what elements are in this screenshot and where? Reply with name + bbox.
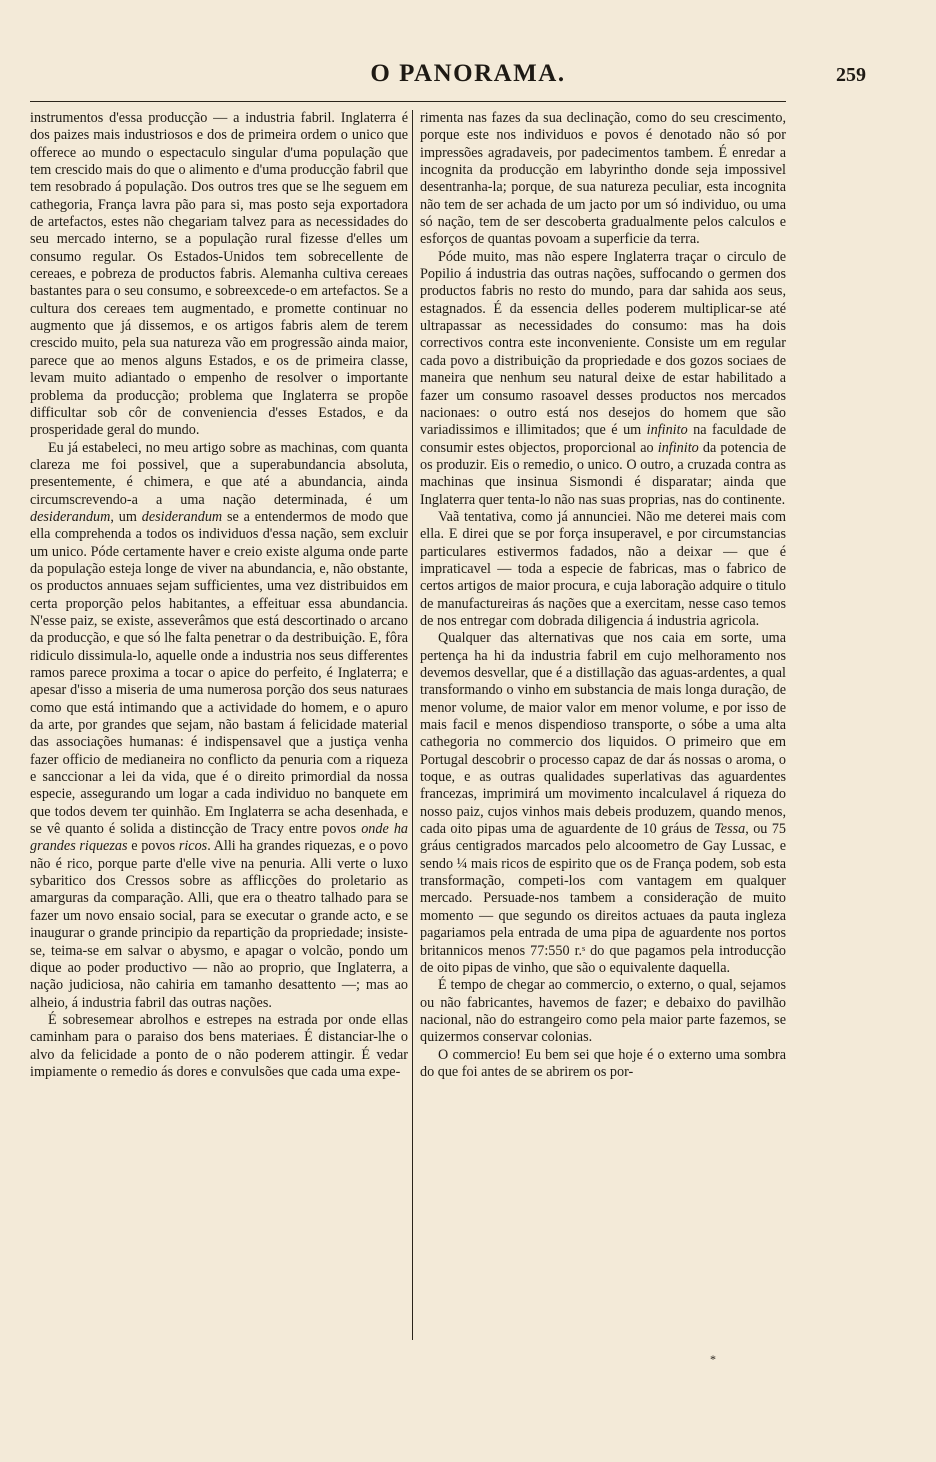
paragraph: Eu já estabeleci, no meu artigo sobre as machinas, com quanta clareza me foi possivel, que a superabundancia absoluta, presentemente, é chimera, e que até a abundancia, ainda circumscrevendo-a a uma nação determinada, é um desiderandum, um desiderandum se a entendermos de modo que ella comprehenda a todos os individuos d'essa nação, sem excluir um unico. Póde certamente haver e creio existe alguma onde parte da população esteja longe de viver na abundancia, e, não obstante, os productos annuaes sejam sufficientes, uma vez distribuidos em certa proporção pelos habitantes, a effeituar essa abundancia. N'esse paiz, se existe, asseverâmos que está descortinado o arcano da producção, e que só lhe falta penetrar o da destribuição. E, fôra ridiculo dissimula-lo, aquelle onde a industria nos seus differentes ramos parece proxima a tocar o apice do perfeito, é Inglaterra; e apesar d'isso a miseria de uma numerosa porção dos seus naturaes como que está intimando que a actividade do homem, e o apuro da arte, por grandes que sejam, não bastam á felicidade material das associações humanas: é indispensavel que a justiça venha fazer officio de medianeira no conflicto da penuria com a riqueza e sanccionar a lei da vida, que é o direito primordial da nossa especie, assegurando um logar a cada individuo no banquete em que todos devem ter quinhão. Em Inglaterra se acha desenhada, e se vê quanto é solida a distincção de Tracy entre povos onde ha grandes riquezas e povos ricos. Alli ha grandes riquezas, e o povo não é rico, porque parte d'elle vive na penuria. Alli verte o luxo sybaritico dos Cressos sobre as afflicções do proletario as amarguras da comparação. Alli, que era o theatro talhado para se fazer um novo ensaio social, para se executar o grande acto, e se inaugurar o grande principio da repartição da propriedade; insiste-se, teima-se em salvar o abysmo, e apagar o volcão, pondo um dique ao poder productivo — não ao proprio, que Inglaterra, a nação judiciosa, não cahiria em tamanho desattento —; mas ao alheio, á industria fabril das outras nações. bbox=[30, 439, 409, 1011]
paragraph: É sobresemear abrolhos e estrepes na estrada por onde ellas caminham para o paraiso dos bens materiaes. É distanciar-lhe o alvo da felicidade a ponto de o não poderem attingir. É vedar impiamente o remedio ás dores e convulsões que cada uma expe- bbox=[30, 1011, 408, 1080]
page-header bbox=[30, 60, 906, 100]
paragraph: Qualquer das alternativas que nos caia em sorte, uma pertença ha hi da industria fabril em cujo melhoramento nos devemos desvellar, que é a distillação das aguas-ardentes, a qual transformando o vinho em substancia de mais longa duração, de menor volume, de maior valor em menor volume, e por isso de mais facil e menos dispendioso transporte, o sóbe a uma alta cathegoria no commercio dos liquidos. O primeiro que em Portugal descobrir o processo capaz de dar ás nossas o aroma, o toque, e as outras qualidades superlativas das aguardentes francezas, imprimirá um movimento incalculavel á riqueza do nosso paiz, cujos vinhos mais debeis produzem, quando menos, cada oito pipas uma de aguardente de 10 gráus de Tessa, ou 75 gráus centigrados marcados pelo alcoometro de Gay Lussac, e sendo ¼ mais ricos de espirito que os de França podem, sob esta transformação, competi-los com vantagem em qualquer mercado. Persuade-nos tambem a consideração de muito momento — que segundo os direitos actuaes da pauta ingleza pagariamos pela entrada de uma pipa de aguardente nos portos britannicos menos 77:550 r.ˢ do que pagamos pela introducção de oito pipas de vinho, que são o equivalente daquella. bbox=[420, 630, 787, 976]
column-divider bbox=[412, 110, 413, 1340]
header-rule bbox=[30, 101, 786, 102]
paragraph: Vaã tentativa, como já annunciei. Não me deterei mais com ella. E direi que se por força insuperavel, e por circumstancias particulares estivermos fadados, não a deixar — que é impraticavel — toda a especie de fabricas, mas o fabrico de certos artigos de maior procura, e cuja laboração adquire o titulo de manufactureiras ás nações que a exercitam, nesse caso temos de nos entregar com dobrada diligencia á industria agricola. bbox=[420, 508, 786, 629]
signature-mark: * bbox=[710, 1352, 716, 1366]
paragraph: É tempo de chegar ao commercio, o externo, o qual, sejamos ou não fabricantes, havemos de fazer; e debaixo do pavilhão nacional, não do estrangeiro como pela maior parte fazemos, se quizermos conservar colonias. bbox=[420, 977, 786, 1046]
right-column bbox=[420, 110, 786, 1081]
page-title: O PANORAMA. bbox=[370, 60, 566, 87]
left-column bbox=[30, 110, 408, 1081]
paragraph: O commercio! Eu bem sei que hoje é o externo uma sombra do que foi antes de se abrirem os por- bbox=[420, 1046, 786, 1080]
paragraph: instrumentos d'essa producção — a industria fabril. Inglaterra é dos paizes mais industriosos e dos de primeira ordem o unico que offerece ao mundo o espectaculo singular d'uma população que tem crescido mais do que o alimento e d'uma producção fabril que tem resobrado á população. Dos outros tres que se lhe seguem em cathegoria, França lavra pão para si, mas posto seja exportadora de artefactos, estes não chegariam talvez para as necessidades do seu mercado interno, se a população rural fizesse d'elles um consumo regular. Os Estados-Unidos tem sobrecellente de cereaes, e pobreza de productos fabris. Alemanha cultiva cereaes bastantes para o seu consumo, e sobreexcede-o em artefactos. Se a cultura dos cereaes tem augmentado, e promette continuar no augmento que já dissemos, e os artigos fabris alem de terem crescido muito, pela sua natureza vão em progressão ainda maior, parece que ao menos alguns Estados, e os de primeira classe, levam muito adiantado o empenho de resolver o importante problema da producção; problema que Inglaterra se propõe difficultar sob côr de conveniencia d'esses Estados, e da prosperidade geral do mundo. bbox=[30, 110, 408, 439]
paragraph: Póde muito, mas não espere Inglaterra traçar o circulo de Popilio á industria das outras nações, suffocando o germen dos productos fabris no resto do mundo, para dar sahida aos seus, estagnados. É da essencia delles poderem multiplicar-se até ultrapassar as necessidades do consumo: mas ha dois correctivos contra este inconveniente. Consiste um em regular cada povo a distribuição da propriedade e dos gozos sociaes de maneira que nenhum seu natural deixe de estar habilitado a fazer um consumo rasoavel desses productos nos mercados nacionaes: o outro está nos desejos do homem que são variadissimos e illimitados; que é um infinito na faculdade de consumir estes objectos, proporcional ao infinito da potencia de os produzir. Eis o remedio, o unico. O outro, a cruzada contra as machinas que insinua Sismondi é disparatar; ainda que Inglaterra quer tenta-lo não nas suas proprias, nas do continente. bbox=[420, 248, 787, 508]
page-number: 259 bbox=[836, 64, 866, 86]
paragraph: rimenta nas fazes da sua declinação, como do seu crescimento, porque este nos individuos e povos é denotado não só por impressões agradaveis, por padecimentos tambem. É enredar a incognita da producção em labyrintho donde seja impossivel desentranha-la; porque, de sua natureza peculiar, esta incognita não tem de ser achada de um jacto por um só individuo, ou uma só nação, tem de ser descoberta gradualmente pelos calculos e esforços de quantas povoam a superficie da terra. bbox=[420, 110, 786, 248]
